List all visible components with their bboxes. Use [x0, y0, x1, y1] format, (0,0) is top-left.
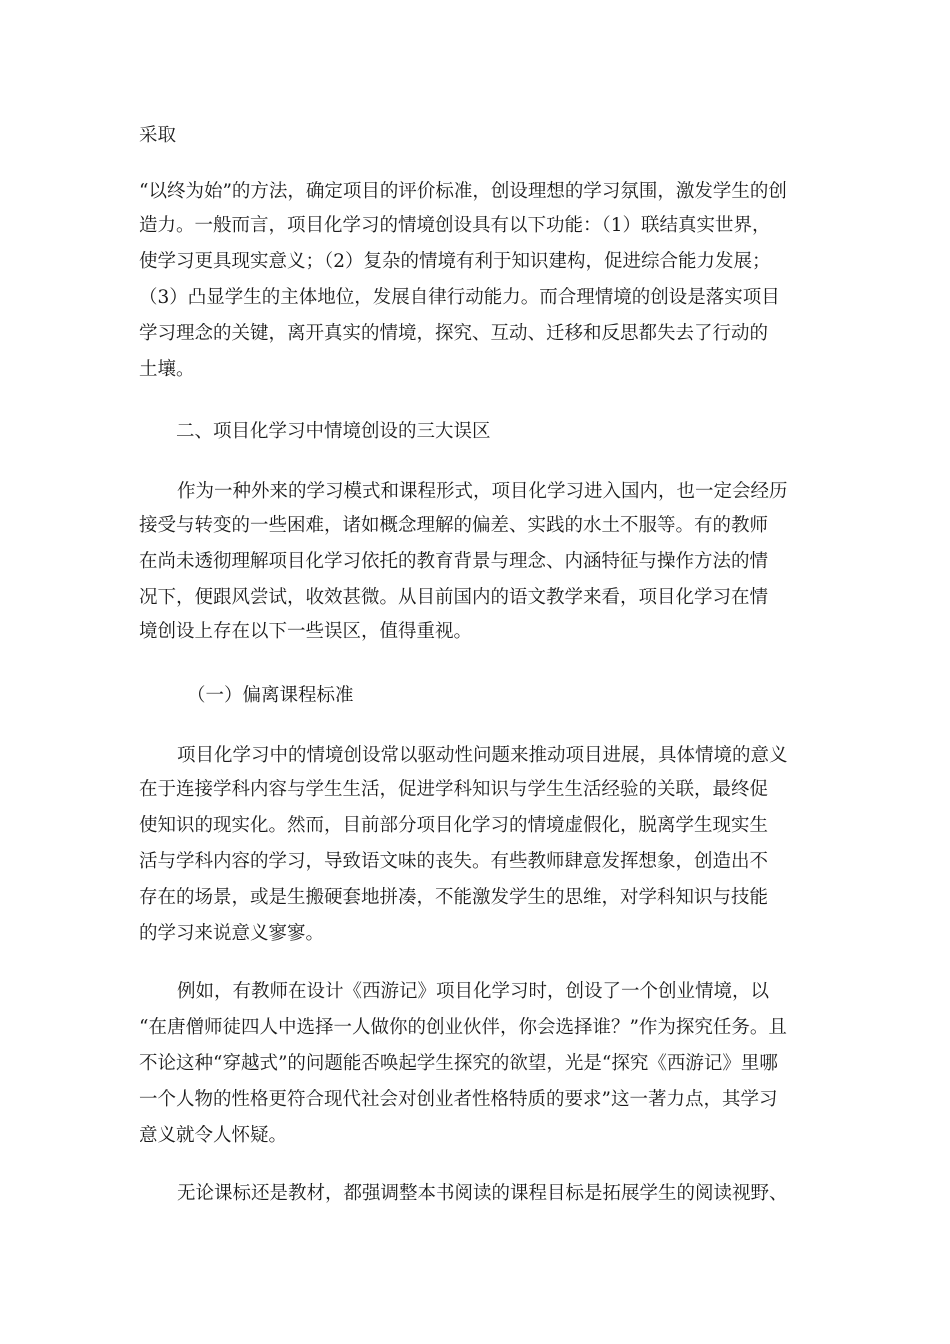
paragraph-line: 造力。一般而言，项目化学习的情境创设具有以下功能：（1）联结真实世界，	[139, 215, 771, 236]
paragraph-line: 活与学科内容的学习，导致语文味的丧失。有些教师肆意发挥想象，创造出不	[139, 851, 769, 872]
paragraph-line: 在于连接学科内容与学生生活，促进学科知识与学生生活经验的关联，最终促	[139, 779, 769, 800]
paragraph-line: 接受与转变的一些困难，诸如概念理解的偏差、实践的水土不服等。有的教师	[139, 515, 769, 536]
paragraph-line: 存在的场景，或是生搬硬套地拼凑，不能激发学生的思维，对学科知识与技能	[139, 887, 769, 908]
paragraph-line: 采取	[139, 125, 177, 146]
paragraph-line: 项目化学习中的情境创设常以驱动性问题来推动项目进展，具体情境的意义	[177, 745, 788, 766]
paragraph-line: 例如，有教师在设计《西游记》项目化学习时，创设了一个创业情境，以	[177, 981, 770, 1002]
paragraph-line: 的学习来说意义寥寥。	[139, 923, 325, 944]
section-heading: 二、项目化学习中情境创设的三大误区	[176, 421, 491, 442]
paragraph-line: 在尚未透彻理解项目化学习依托的教育背景与理念、内涵特征与操作方法的情	[139, 551, 769, 572]
paragraph-line: 使学习更具现实意义；（2）复杂的情境有利于知识建构，促进综合能力发展；	[139, 251, 771, 272]
paragraph-line: 无论课标还是教材，都强调整本书阅读的课程目标是拓展学生的阅读视野、	[177, 1183, 788, 1204]
paragraph-line: “在唐僧师徒四人中选择一人做你的创业伙伴，你会选择谁？”作为探究任务。且	[139, 1017, 787, 1038]
paragraph-line: 一个人物的性格更符合现代社会对创业者性格特质的要求”这一著力点，其学习	[139, 1089, 778, 1110]
paragraph-line: 学习理念的关键，离开真实的情境，探究、互动、迁移和反思都失去了行动的	[139, 323, 769, 344]
paragraph-line: 境创设上存在以下一些误区，值得重视。	[139, 621, 473, 642]
paragraph-line: “以终为始”的方法，确定项目的评价标准，创设理想的学习氛围，激发学生的创	[139, 181, 787, 202]
paragraph-line: 意义就令人怀疑。	[139, 1125, 288, 1146]
paragraph-line: （3）凸显学生的主体地位，发展自律行动能力。而合理情境的创设是落实项目	[139, 287, 780, 308]
paragraph-line: 土壤。	[139, 359, 195, 380]
paragraph-line: 使知识的现实化。然而，目前部分项目化学习的情境虚假化，脱离学生现实生	[139, 815, 769, 836]
subsection-heading: （一）偏离课程标准	[187, 685, 354, 706]
paragraph-line: 况下，便跟风尝试，收效甚微。从目前国内的语文教学来看，项目化学习在情	[139, 587, 769, 608]
paragraph-line: 作为一种外来的学习模式和课程形式，项目化学习进入国内，也一定会经历	[177, 481, 788, 502]
paragraph-line: 不论这种“穿越式”的问题能否唤起学生探究的欲望，光是“探究《西游记》里哪	[139, 1053, 778, 1074]
